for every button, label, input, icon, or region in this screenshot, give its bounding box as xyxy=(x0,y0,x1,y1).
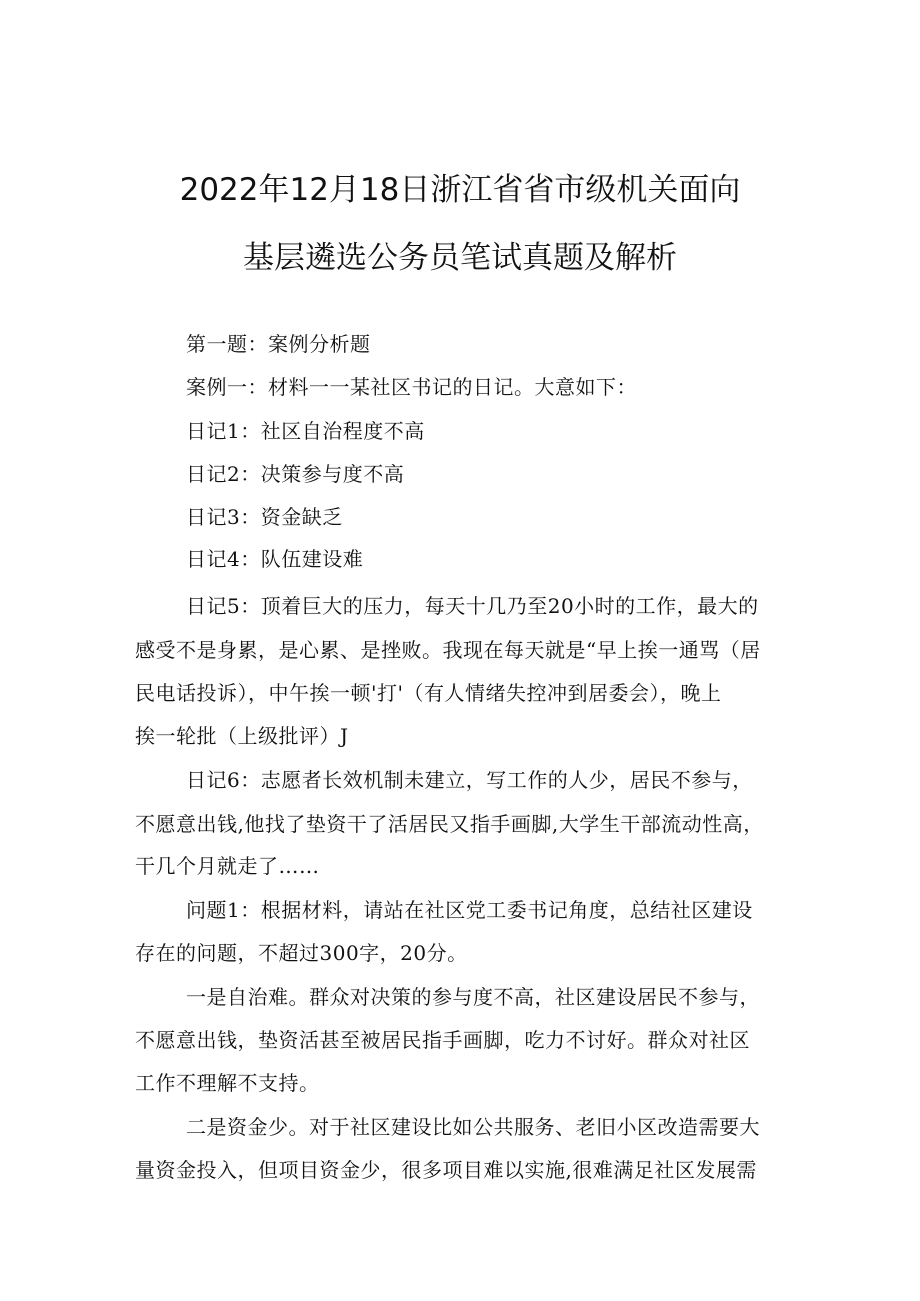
document-title-line-1: 2022年12月18日浙江省省市级机关面向 xyxy=(179,172,741,208)
diary-entry-2: 日记2：决策参与度不高 xyxy=(186,462,405,486)
diary-entry-6-line-3: 干几个月就走了…… xyxy=(135,854,320,878)
document-title-line-2: 基层遴选公务员笔试真题及解析 xyxy=(243,240,677,276)
diary-entry-3: 日记3：资金缺乏 xyxy=(186,505,343,529)
diary-entry-4: 日记4：队伍建设难 xyxy=(186,547,364,571)
diary-entry-1: 日记1：社区自治程度不高 xyxy=(186,419,425,443)
answer-point-1-line-1: 一是自治难。群众对决策的参与度不高，社区建设居民不参与， xyxy=(186,985,760,1009)
diary-entry-5-line-1: 日记5：顶着巨大的压力，每天十几乃至20小时的工作，最大的 xyxy=(186,594,759,618)
diary-entry-6-line-1: 日记6：志愿者长效机制未建立，写工作的人少，居民不参与， xyxy=(186,768,753,792)
diary-entry-5-line-2: 感受不是身累，是心累、是挫败。我现在每天就是“早上挨一通骂（居 xyxy=(135,638,761,662)
answer-point-2-line-2: 量资金投入，但项目资金少，很多项目难以实施,很难满足社区发展需 xyxy=(135,1158,757,1182)
question-heading: 第一题：案例分析题 xyxy=(186,332,371,356)
diary-entry-5-line-3: 民电话投诉），中午挨一顿'打'（有人情绪失控冲到居委会），晚上 xyxy=(135,681,722,705)
answer-point-1-line-2: 不愿意出钱，垫资活甚至被居民指手画脚，吃力不讨好。群众对社区 xyxy=(135,1028,750,1052)
question-1-line-2: 存在的问题，不超过300字，20分。 xyxy=(135,941,468,965)
case-intro: 案例一：材料一一某社区书记的日记。大意如下： xyxy=(186,375,637,399)
answer-point-2-line-1: 二是资金少。对于社区建设比如公共服务、老旧小区改造需要大 xyxy=(186,1115,760,1139)
answer-point-1-line-3: 工作不理解不支持。 xyxy=(135,1071,320,1095)
question-1-line-1: 问题1：根据材料，请站在社区党工委书记角度，总结社区建设 xyxy=(186,898,753,922)
diary-entry-5-line-4: 挨一轮批（上级批评）J xyxy=(135,724,349,748)
diary-entry-6-line-2: 不愿意出钱,他找了垫资干了活居民又指手画脚,大学生干部流动性高， xyxy=(135,812,764,836)
